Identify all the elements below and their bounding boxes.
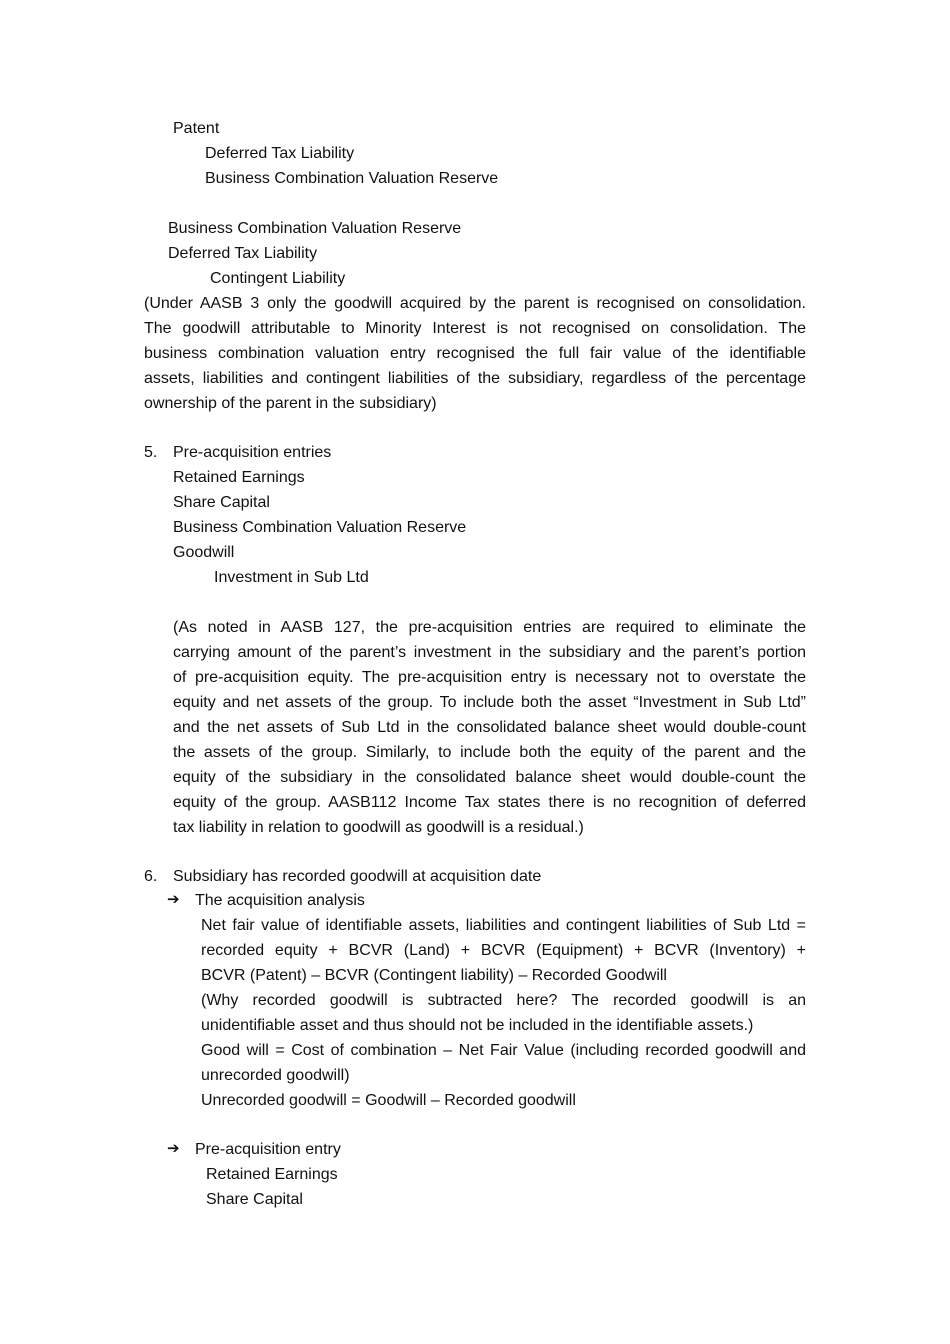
- paragraph-line: equity of the subsidiary in the consolidated balance sheet would double-count the: [173, 769, 806, 786]
- debit-account: Goodwill: [173, 544, 235, 561]
- bullet-title: The acquisition analysis: [195, 892, 365, 909]
- paragraph-line: unidentifiable asset and thus should not be included in the identifiable assets.): [201, 1017, 754, 1034]
- paragraph-line: ownership of the parent in the subsidiary): [144, 395, 437, 412]
- list-number: 5.: [144, 444, 158, 461]
- debit-account: Share Capital: [173, 494, 270, 511]
- credit-account: Contingent Liability: [210, 270, 346, 287]
- paragraph-line: equity and net assets of the group. To include both the asset “Investment in Sub Ltd”: [173, 694, 806, 711]
- paragraph-line: unrecorded goodwill): [201, 1067, 350, 1084]
- paragraph-line: the assets of the group. Similarly, to include both the equity of the parent and the: [173, 744, 806, 761]
- debit-account: Patent: [173, 120, 220, 137]
- paragraph-line: The goodwill attributable to Minority Interest is not recognised on consolidation. The: [144, 320, 806, 337]
- credit-account: Investment in Sub Ltd: [214, 569, 369, 586]
- section-title: Pre-acquisition entries: [173, 444, 332, 461]
- credit-account: Business Combination Valuation Reserve: [205, 170, 499, 187]
- paragraph-line: tax liability in relation to goodwill as goodwill is a residual.): [173, 819, 584, 836]
- debit-account: Business Combination Valuation Reserve: [168, 220, 462, 237]
- list-number: 6.: [144, 868, 158, 885]
- arrow-right-icon: ➔: [167, 891, 180, 908]
- paragraph-line: and the net assets of Sub Ltd in the consolidated balance sheet would double-count: [173, 719, 806, 736]
- debit-account: Deferred Tax Liability: [168, 245, 318, 262]
- debit-account: Share Capital: [206, 1191, 303, 1208]
- arrow-right-icon: ➔: [167, 1140, 180, 1157]
- debit-account: Business Combination Valuation Reserve: [173, 519, 467, 536]
- paragraph-line: of pre-acquisition equity. The pre-acquisition entry is necessary not to overstate the: [173, 669, 806, 686]
- paragraph-line: Unrecorded goodwill = Goodwill – Recorded goodwill: [201, 1092, 576, 1109]
- paragraph-line: recorded equity + BCVR (Land) + BCVR (Equipment) + BCVR (Inventory) +: [201, 942, 806, 959]
- bullet-title: Pre-acquisition entry: [195, 1141, 341, 1158]
- paragraph-line: Good will = Cost of combination – Net Fair Value (including recorded goodwill and: [201, 1042, 806, 1059]
- paragraph-line: assets, liabilities and contingent liabilities of the subsidiary, regardless of the percentage: [144, 370, 806, 387]
- credit-account: Deferred Tax Liability: [205, 145, 355, 162]
- section-title: Subsidiary has recorded goodwill at acquisition date: [173, 868, 542, 885]
- paragraph-line: equity of the group. AASB112 Income Tax states there is no recognition of deferred: [173, 794, 806, 811]
- paragraph-line: (Why recorded goodwill is subtracted here? The recorded goodwill is an: [201, 992, 806, 1009]
- debit-account: Retained Earnings: [206, 1166, 338, 1183]
- paragraph-line: (Under AASB 3 only the goodwill acquired by the parent is recognised on consolidation.: [144, 295, 806, 312]
- paragraph-line: Net fair value of identifiable assets, liabilities and contingent liabilities of Sub Ltd =: [201, 917, 806, 934]
- paragraph-line: (As noted in AASB 127, the pre-acquisition entries are required to eliminate the: [173, 619, 806, 636]
- debit-account: Retained Earnings: [173, 469, 305, 486]
- paragraph-line: carrying amount of the parent’s investment in the subsidiary and the parent’s portion: [173, 644, 806, 661]
- paragraph-line: BCVR (Patent) – BCVR (Contingent liability) – Recorded Goodwill: [201, 967, 667, 984]
- paragraph-line: business combination valuation entry recognised the full fair value of the identifiable: [144, 345, 806, 362]
